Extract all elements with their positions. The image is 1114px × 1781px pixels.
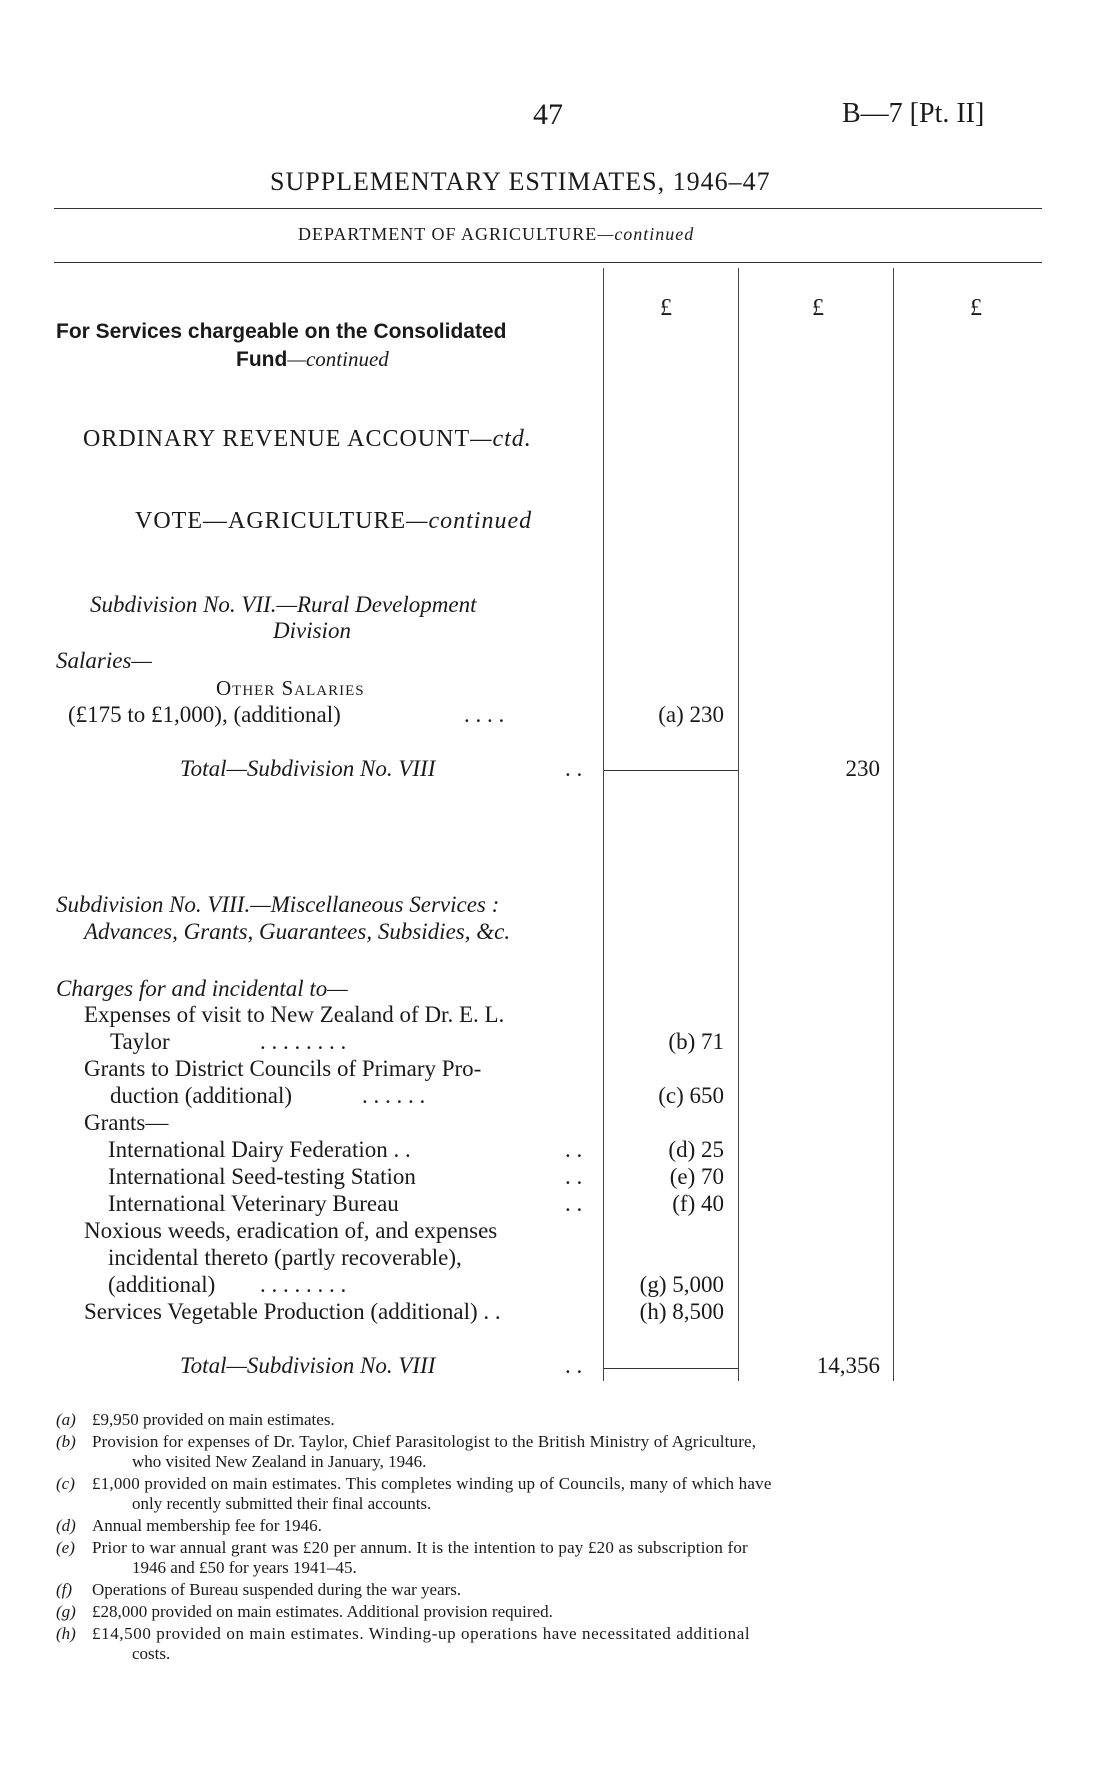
footnote-a-text: £9,950 provided on main estimates. [92,1410,335,1429]
subdivision-viii-heading-line1: Subdivision No. VIII.—Miscellaneous Services : [56,892,500,917]
footnote-f-mark: (f) [56,1580,73,1599]
footnote-e-mark: (e) [56,1538,75,1557]
footnote-f-text: Operations of Bureau suspended during the war years. [92,1580,462,1599]
charges-label: Charges for and incidental to— [56,976,348,1001]
noxious-weeds-line3: (additional) [108,1272,216,1297]
subdivision-vii-heading-line1: Subdivision No. VII.—Rural Development [90,592,477,617]
noxious-weeds-amount: (g) 5,000 [639,1272,724,1297]
column-header-2: £ [812,295,824,321]
district-councils-amount: (c) 650 [658,1083,724,1108]
account-text: ORDINARY REVENUE ACCOUNT [83,426,471,452]
document-reference: B—7 [Pt. II] [842,98,985,129]
noxious-weeds-line1: Noxious weeds, eradication of, and expenses [84,1218,498,1243]
district-councils-line1: Grants to District Councils of Primary Pro- [84,1056,482,1081]
footnote-h-text: £14,500 provided on main estimates. Winding-up operations have necessitated additional [92,1624,751,1643]
footnote-b-text-cont: who visited New Zealand in January, 1946. [132,1452,427,1471]
page-title: SUPPLEMENTARY ESTIMATES, 1946–47 [270,167,771,196]
footnote-b-mark: (b) [56,1432,76,1451]
seed-testing-item: International Seed-testing Station [108,1164,416,1189]
district-councils-dots: . . . . . . [362,1083,426,1108]
veterinary-bureau-amount: (f) 40 [672,1191,724,1216]
expenses-item-amount: (b) 71 [668,1029,724,1054]
footnote-c-mark: (c) [56,1474,75,1493]
department-rule [54,262,1042,263]
other-salaries-dots: . . . . [464,702,505,727]
subdivision-vii-total-label: Total—Subdivision No. VIII [180,756,436,781]
dairy-federation-dots: . . [565,1137,583,1162]
services-continued: —continued [287,347,389,371]
footnote-c-text-cont: only recently submitted their final accounts. [132,1494,432,1513]
column-header-3: £ [970,295,982,321]
other-salaries-item: (£175 to £1,000), (additional) [68,702,341,727]
district-councils-line2: duction (additional) [110,1083,293,1108]
account-continued: —ctd. [470,426,532,452]
noxious-weeds-dots: . . . . . . . . [260,1272,347,1297]
services-heading-line2 [236,347,389,372]
other-salaries-amount: (a) 230 [658,702,724,727]
expenses-item-line2: Taylor [110,1029,170,1054]
subdivision-vii-total-amount: 230 [845,756,880,781]
footnote-g-mark: (g) [56,1602,76,1621]
dairy-federation-amount: (d) 25 [668,1137,724,1162]
footnote-d-text: Annual membership fee for 1946. [92,1516,322,1535]
footnote-e-text-cont: 1946 and £50 for years 1941–45. [132,1558,357,1577]
subdivision-viii-total-rule [604,1368,738,1369]
column-divider-3 [893,268,894,1381]
veterinary-bureau-item: International Veterinary Bureau [108,1191,399,1216]
footnote-c-text: £1,000 provided on main estimates. This completes winding up of Councils, many of which have [92,1474,772,1493]
vegetable-production-amount: (h) 8,500 [639,1299,724,1324]
subdivision-viii-heading-line2: Advances, Grants, Guarantees, Subsidies, &c. [84,919,511,944]
services-heading-line1: For Services chargeable on the Consolidated [56,320,507,343]
column-divider-2 [738,268,739,1381]
vote-heading [135,508,532,535]
footnote-h-text-cont: costs. [132,1644,171,1663]
expenses-item-line1: Expenses of visit to New Zealand of Dr. E. L. [84,1002,505,1027]
dairy-federation-item: International Dairy Federation . . [108,1137,411,1162]
column-header-1: £ [660,295,672,321]
footnote-a-mark: (a) [56,1410,76,1429]
expenses-item-dots: . . . . . . . . [260,1029,347,1054]
department-continued: —continued [597,224,695,244]
vote-continued: —continued [406,508,533,534]
other-salaries-label: Other Salaries [216,676,365,700]
vegetable-production-item: Services Vegetable Production (additional) . . [84,1299,501,1324]
subdivision-viii-total-label: Total—Subdivision No. VIII [180,1353,436,1378]
page-number: 47 [533,98,563,131]
footnote-b-text: Provision for expenses of Dr. Taylor, Chief Parasitologist to the British Ministry of Agriculture, [92,1432,757,1451]
footnote-d-mark: (d) [56,1516,76,1535]
footnote-g-text: £28,000 provided on main estimates. Additional provision required. [92,1602,553,1621]
department-name: DEPARTMENT OF AGRICULTURE [298,224,598,244]
column-divider-1 [603,268,604,1381]
services-fund: Fund [236,348,288,371]
salaries-label: Salaries— [56,648,152,673]
subdivision-vii-heading-line2: Division [273,618,351,643]
department-heading [298,224,694,245]
seed-testing-dots: . . [565,1164,583,1189]
grants-label: Grants— [84,1110,169,1135]
title-rule [54,208,1042,209]
veterinary-bureau-dots: . . [565,1191,583,1216]
vote-text: VOTE—AGRICULTURE [135,508,407,534]
footnote-e-text: Prior to war annual grant was £20 per annum. It is the intention to pay £20 as subscription for [92,1538,748,1557]
noxious-weeds-line2: incidental thereto (partly recoverable), [108,1245,462,1270]
seed-testing-amount: (e) 70 [669,1164,724,1189]
account-heading [83,426,532,453]
footnote-h-mark: (h) [56,1624,76,1643]
subdivision-vii-total-rule [604,770,738,771]
subdivision-viii-total-dots: . . [565,1353,583,1378]
subdivision-viii-total-amount: 14,356 [816,1353,880,1378]
subdivision-vii-total-dots: . . [565,756,583,781]
